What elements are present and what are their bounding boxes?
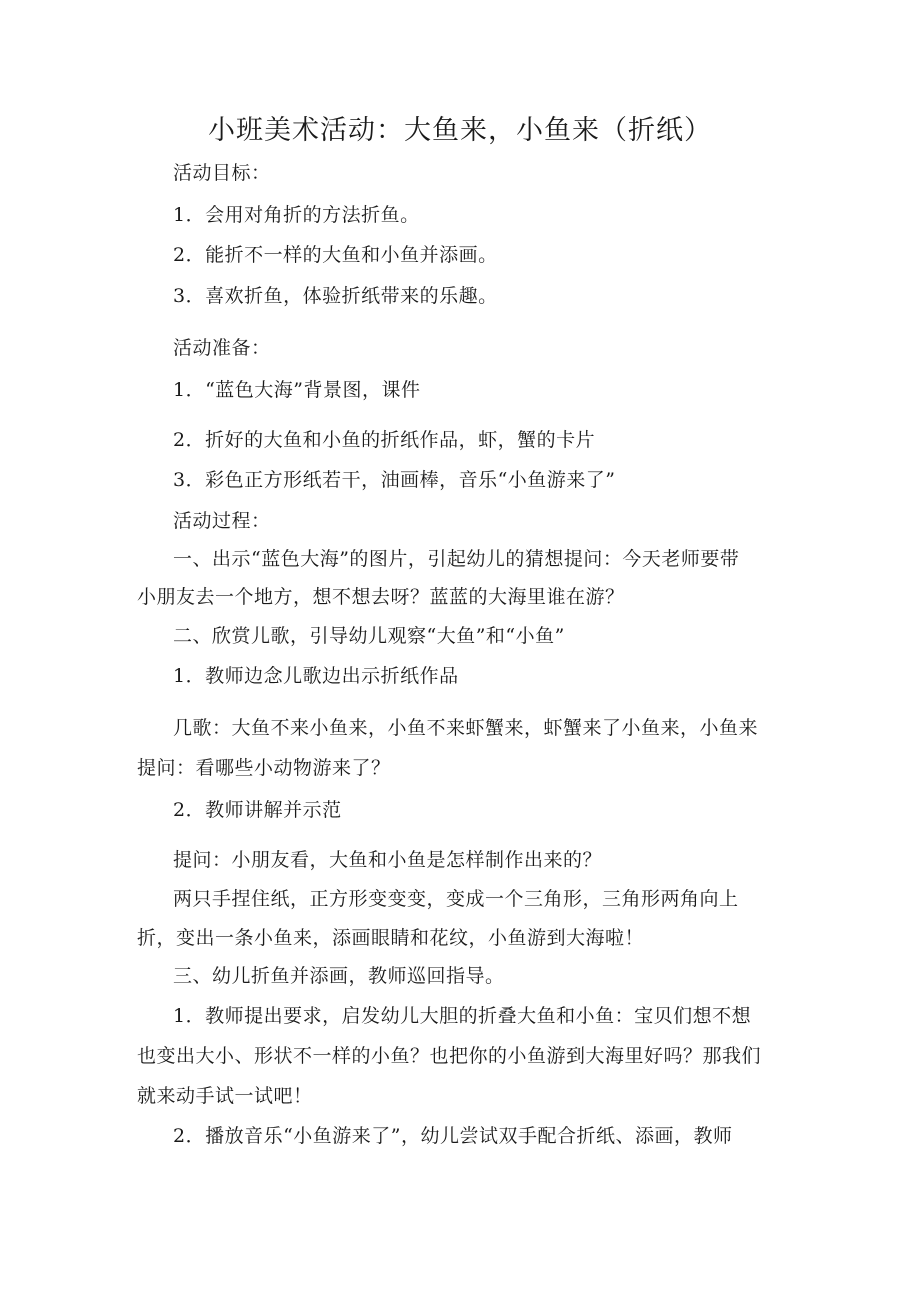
heading-activity-goals: 活动目标：	[173, 162, 271, 184]
section-heading-3: 三、幼儿折鱼并添画，教师巡回指导。	[173, 965, 505, 987]
paragraph-line: 几歌：大鱼不来小鱼来，小鱼不来虾蟹来，虾蟹来了小鱼来，小鱼来	[173, 717, 759, 739]
goal-item-1: 1．会用对角折的方法折鱼。	[173, 204, 420, 226]
paragraph-line: 小朋友去一个地方，想不想去呀？蓝蓝的大海里谁在游？	[137, 586, 625, 608]
goal-item-3: 3．喜欢折鱼，体验折纸带来的乐趣。	[173, 285, 498, 307]
heading-activity-process: 活动过程：	[173, 510, 271, 532]
paragraph-line: 提问：小朋友看，大鱼和小鱼是怎样制作出来的？	[173, 849, 603, 871]
section-heading-2: 二、欣赏儿歌，引导幼儿观察“大鱼”和“小鱼”	[173, 625, 565, 647]
step-item: 1．教师边念儿歌边出示折纸作品	[173, 665, 459, 687]
step-item: 2．播放音乐“小鱼游来了”，幼儿尝试双手配合折纸、添画，教师	[173, 1125, 733, 1147]
document-title: 小班美术活动：大鱼来，小鱼来（折纸）	[208, 115, 712, 146]
paragraph-line: 一、出示“蓝色大海”的图片，引起幼儿的猜想提问：今天老师要带	[173, 548, 740, 570]
preparation-item-2: 2．折好的大鱼和小鱼的折纸作品，虾，蟹的卡片	[173, 429, 596, 451]
step-item: 2．教师讲解并示范	[173, 799, 342, 821]
heading-activity-preparation: 活动准备：	[173, 337, 271, 359]
paragraph-line: 折，变出一条小鱼来，添画眼睛和花纹，小鱼游到大海啦！	[137, 927, 645, 949]
goal-item-2: 2．能折不一样的大鱼和小鱼并添画。	[173, 244, 498, 266]
preparation-item-3: 3．彩色正方形纸若干，油画棒，音乐“小鱼游来了”	[173, 469, 616, 491]
paragraph-line: 提问：看哪些小动物游来了？	[137, 757, 391, 779]
paragraph-line: 也变出大小、形状不一样的小鱼？也把你的小鱼游到大海里好吗？那我们	[137, 1045, 762, 1067]
preparation-item-1: 1．“蓝色大海”背景图，课件	[173, 379, 421, 401]
paragraph-line: 就来动手试一试吧！	[137, 1085, 313, 1107]
paragraph-line: 两只手捏住纸，正方形变变变，变成一个三角形，三角形两角向上	[173, 888, 739, 910]
step-item: 1．教师提出要求，启发幼儿大胆的折叠大鱼和小鱼：宝贝们想不想	[173, 1005, 752, 1027]
